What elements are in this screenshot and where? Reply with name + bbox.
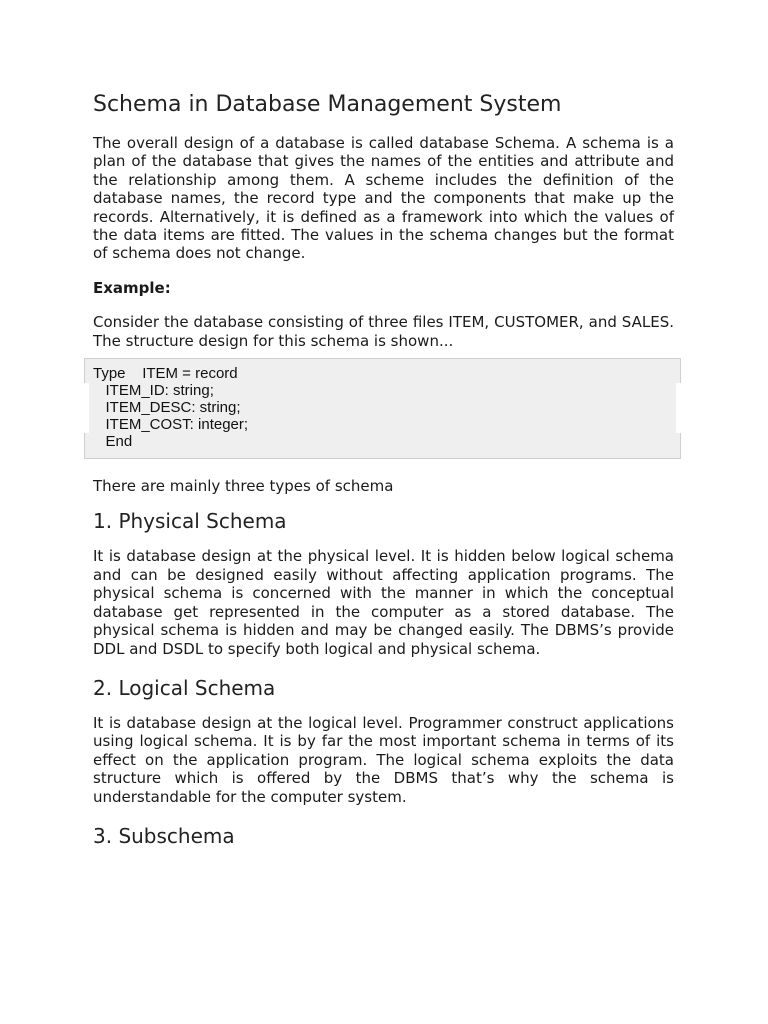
code-line: ITEM_DESC: string; <box>93 399 241 417</box>
section-body-physical: It is database design at the physical level. It is hidden below logical schema and can be designed easily without affecting application programs. The physical schema is concerned with the manner in which the conceptual database get represented in the computer as a stored database. The physical schema is hidden and may be changed easily. The DBMS’s provide DDL and DSDL to specify both logical and physical schema. <box>93 547 674 658</box>
section-heading-subschema: 3. Subschema <box>93 823 235 848</box>
code-line: ITEM_ID: string; <box>93 382 214 400</box>
types-intro: There are mainly three types of schema <box>93 477 394 496</box>
code-block <box>84 358 681 459</box>
code-block-edge-right <box>676 383 681 433</box>
example-paragraph: Consider the database consisting of three files ITEM, CUSTOMER, and SALES. The structure design for this schema is shown... <box>93 313 674 350</box>
code-line: Type ITEM = record <box>93 365 238 383</box>
code-line: ITEM_COST: integer; <box>93 416 249 434</box>
section-heading-physical: 1. Physical Schema <box>93 509 287 534</box>
section-heading-logical: 2. Logical Schema <box>93 675 276 700</box>
code-block-edge-left <box>84 383 89 433</box>
code-line: End <box>93 433 133 451</box>
page-title: Schema in Database Management System <box>93 92 562 117</box>
section-body-logical: It is database design at the logical level. Programmer construct applications using logical schema. It is by far the most important schema in terms of its effect on the application program. The logical schema exploits the data structure which is offered by the DBMS that’s why the schema is understandable for the computer system. <box>93 713 674 806</box>
document-page <box>93 88 674 862</box>
example-label: Example: <box>93 278 171 297</box>
intro-paragraph: The overall design of a database is called database Schema. A schema is a plan of the database that gives the names of the entities and attribute and the relationship among them. A scheme includes the definition of the database names, the record type and the components that make up the records. Alternatively, it is defined as a framework into which the values of the data items are fitted. The values in the schema changes but the format of schema does not change. <box>93 134 674 263</box>
